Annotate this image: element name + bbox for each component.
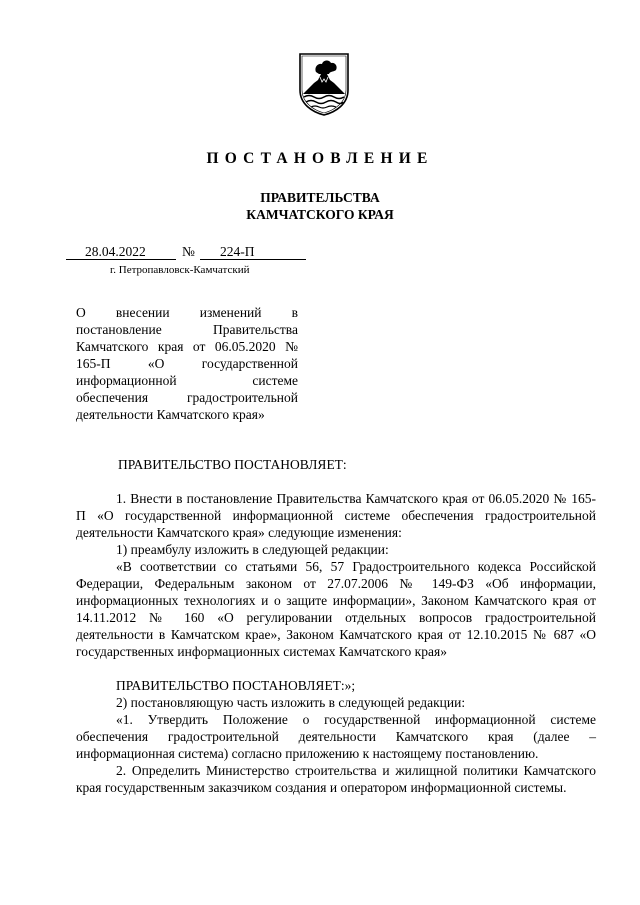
paragraph: 1. Внести в постановление Правительства Камчатского края от 06.05.2020 № 165-П «О государственной информационной системе обеспечения градостроительной деятельности Камчатского края» следующие изменения: [76,491,596,540]
paragraph: «В соответствии со статьями 56, 57 Градостроительного кодекса Российской Федерации, Федеральным законом от 27.07.2006 № 149-ФЗ «Об информации, информационных технологиях и о защите информации», Законом Камчатского края от 14.11.2012 № 160 «О регулировании отдельных вопросов градостроительной деятельности в Камчатском крае», Законом Камчатского края от 12.10.2015 № 687 «О государственных информационных системах Камчатского края» [76,559,596,659]
emblem-icon [296,50,352,116]
paragraph: «1. Утвердить Положение о государственной информационной системе обеспечения градостроительной деятельности Камчатского края (далее – информационная система) согласно приложению к настоящему постановлению. [76,712,596,761]
document-subject: О внесении изменений в постановление Правительства Камчатского края от 06.05.2020 № 165-П «О государственной информационной системе обеспечения градостроительной деятельности Камчатского края» [76,305,298,422]
number-sign: № [182,244,195,259]
number-underline [200,259,306,260]
paragraph: 2. Определить Министерство строительства и жилищной политики Камчатского края государственным заказчиком создания и оператором информационной системы. [76,763,596,795]
paragraph: 1) преамбулу изложить в следующей редакции: [116,542,389,557]
document-body [76,490,596,796]
document-city: г. Петропавловск-Камчатский [110,264,250,276]
document-number: 224-П [220,244,255,259]
document-title: ПОСТАНОВЛЕНИЕ [206,150,434,167]
authority-line-1: ПРАВИТЕЛЬСТВА [260,190,380,205]
decree-heading: ПРАВИТЕЛЬСТВО ПОСТАНОВЛЯЕТ: [118,457,347,472]
date-underline [66,259,176,260]
authority-line-2: КАМЧАТСКОГО КРАЯ [246,207,394,222]
issuing-authority [0,189,640,223]
paragraph: 2) постановляющую часть изложить в следующей редакции: [116,695,466,710]
document-date: 28.04.2022 [85,244,146,259]
paragraph: ПРАВИТЕЛЬСТВО ПОСТАНОВЛЯЕТ:»; [116,678,356,693]
